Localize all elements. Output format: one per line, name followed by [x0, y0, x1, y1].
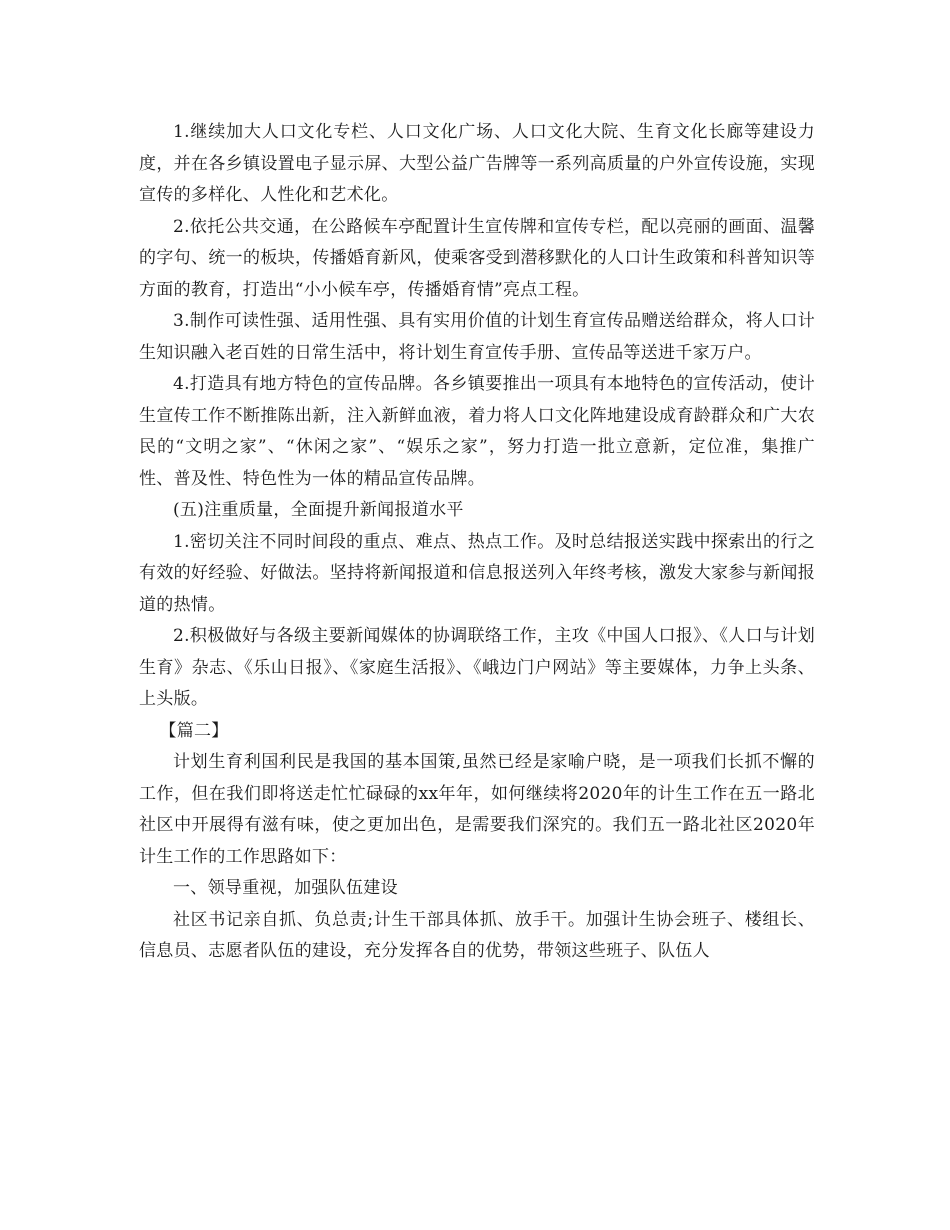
paragraph-item-2: 2.依托公共交通，在公路候车亭配置计生宣传牌和宣传专栏，配以亮丽的画面、温馨的字句、统一的板块，传播婚育新风，使乘客受到潜移默化的人口计生政策和科普知识等方面的教育，打造出“小小候车亭，传播婚育情”亮点工程。 [139, 216, 815, 300]
section-5-paragraph-2: 2.积极做好与各级主要新闻媒体的协调联络工作，主攻《中国人口报》、《人口与计划生育》杂志、《乐山日报》、《家庭生活报》、《峨边门户网站》等主要媒体，力争上头条、上头版。 [139, 626, 815, 709]
part-two-heading: 【篇二】 [159, 720, 229, 741]
section-1-paragraph: 社区书记亲自抓、负总责;计生干部具体抓、放手干。加强计生协会班子、楼组长、信息员、志愿者队伍的建设，充分发挥各自的优势，带领这些班子、队伍人 [139, 909, 815, 961]
section-1-heading: 一、领导重视，加强队伍建设 [173, 878, 398, 898]
paragraph-item-3: 3.制作可读性强、适用性强、具有实用价值的计划生育宣传品赠送给群众，将人口计生知识融入老百姓的日常生活中，将计划生育宣传手册、宣传品等送进千家万户。 [139, 311, 815, 363]
document-body [139, 117, 815, 968]
section-5-paragraph-1: 1.密切关注不同时间段的重点、难点、热点工作。及时总结报送实践中探索出的行之有效的好经验、好做法。坚持将新闻报道和信息报送列入年终考核，激发大家参与新闻报道的热情。 [139, 531, 815, 615]
paragraph-item-1: 1.继续加大人口文化专栏、人口文化广场、人口文化大院、生育文化长廊等建设力度，并在各乡镇设置电子显示屏、大型公益广告牌等一系列高质量的户外宣传设施，实现宣传的多样化、人性化和艺术化。 [139, 122, 815, 205]
section-5-heading: (五)注重质量，全面提升新闻报道水平 [173, 500, 464, 520]
paragraph-item-4: 4.打造具有地方特色的宣传品牌。各乡镇要推出一项具有本地特色的宣传活动，使计生宣传工作不断推陈出新，注入新鲜血液，着力将人口文化阵地建设成育龄群众和广大农民的“文明之家”、“休闲之家”、“娱乐之家”，努力打造一批立意新，定位准，集推广性、普及性、特色性为一体的精品宣传品牌。 [139, 374, 815, 489]
part-two-intro: 计划生育利国利民是我国的基本国策,虽然已经是家喻户晓，是一项我们长抓不懈的工作，但在我们即将送走忙忙碌碌的xx年年，如何继续将2020年的计生工作在五一路北社区中开展得有滋有味，使之更加出色，是需要我们深究的。我们五一路北社区2020年计生工作的工作思路如下： [139, 752, 815, 867]
